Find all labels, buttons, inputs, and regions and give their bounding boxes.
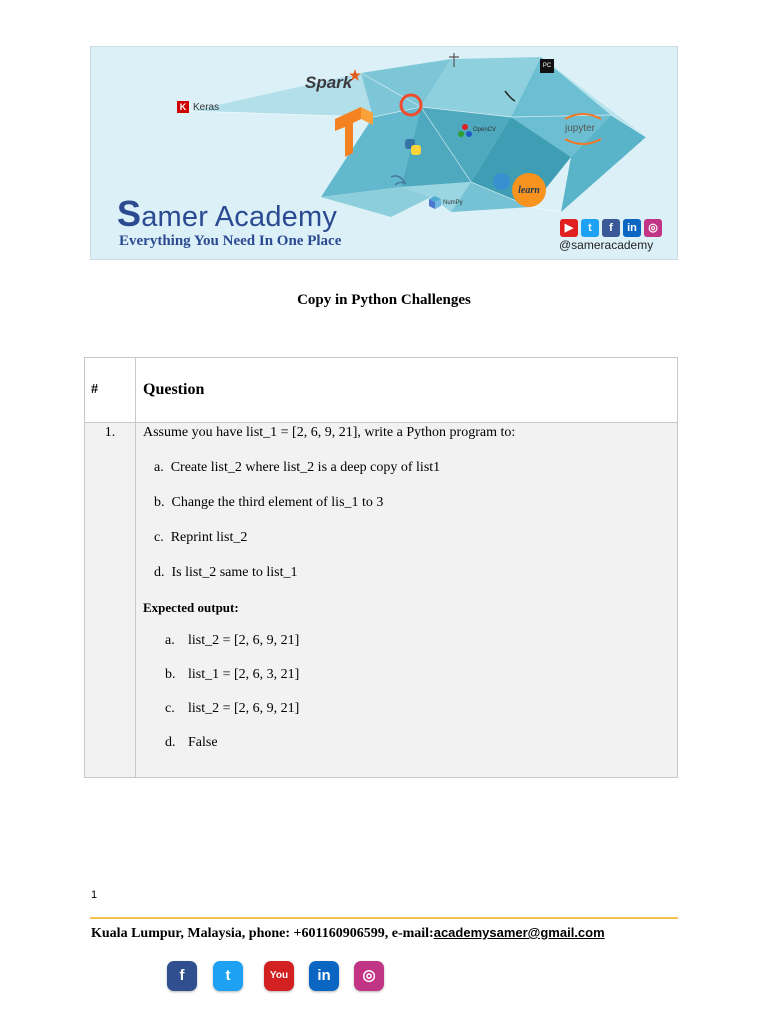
task-list [143, 460, 677, 581]
output-text: list_2 = [2, 6, 9, 21] [188, 633, 300, 648]
column-header-number: # [85, 358, 136, 423]
opencv-logo-label: OpenCV [473, 127, 497, 133]
question-number: 1. [85, 423, 136, 778]
footer-divider [90, 917, 678, 919]
linkedin-icon[interactable]: in [309, 961, 339, 991]
question-intro: Assume you have list_1 = [2, 6, 9, 21], write a Python program to: [143, 425, 516, 440]
task-label: b. [154, 495, 165, 510]
document-title: Copy in Python Challenges [297, 292, 471, 308]
scikit-learn-logo: learn [512, 173, 546, 207]
task-label: c. [154, 530, 164, 545]
output-label: d. [165, 735, 176, 750]
list-item [165, 667, 677, 683]
pycharm-logo-icon: PC [540, 59, 554, 73]
twitter-icon[interactable]: t [581, 219, 599, 237]
brand-rest: amer Academy [141, 201, 338, 233]
page-number: 1 [91, 889, 98, 901]
keras-logo [177, 101, 219, 113]
output-text: list_1 = [2, 6, 3, 21] [188, 667, 300, 682]
twitter-icon[interactable]: t [213, 961, 243, 991]
youtube-icon[interactable]: ▶ [560, 219, 578, 237]
instagram-icon[interactable]: ◎ [644, 219, 662, 237]
task-text: Change the third element of lis_1 to 3 [171, 495, 384, 510]
task-label: a. [154, 460, 164, 475]
table-row [85, 423, 678, 778]
spark-star-icon [349, 69, 361, 81]
instagram-icon[interactable]: ◎ [354, 961, 384, 991]
brand-name [117, 193, 337, 235]
list-item [165, 735, 677, 751]
task-text: Create list_2 where list_2 is a deep copy of list1 [170, 460, 441, 475]
output-label: a. [165, 633, 175, 648]
output-text: False [188, 735, 218, 750]
output-label: c. [165, 701, 175, 716]
brand-initial: S [117, 193, 142, 234]
facebook-icon[interactable]: f [602, 219, 620, 237]
task-text: Is list_2 same to list_1 [171, 565, 298, 580]
task-label: d. [154, 565, 165, 580]
output-label: b. [165, 667, 176, 682]
keras-k-icon: K [177, 101, 189, 113]
social-handle: @sameracademy [559, 238, 654, 252]
footer-address: Kuala Lumpur, Malaysia, phone: +601160906599, e-mail: [91, 926, 434, 941]
list-item [154, 565, 677, 581]
list-item [165, 701, 677, 717]
challenge-table [84, 357, 678, 778]
footer-contact [91, 925, 605, 942]
numpy-logo-label: NumPy [443, 200, 463, 206]
list-item [154, 460, 677, 476]
academy-banner [90, 46, 678, 260]
spark-logo-label: Spark [305, 73, 353, 92]
banner-social-icons [560, 219, 662, 237]
keras-label: Keras [193, 101, 220, 113]
brand-tagline: Everything You Need In One Place [119, 233, 342, 249]
list-item [154, 530, 677, 546]
email-link[interactable]: academysamer@gmail.com [433, 925, 605, 940]
column-header-question: Question [136, 358, 678, 423]
list-item [165, 633, 677, 649]
scikit-learn-dot-icon [493, 173, 510, 190]
list-item [154, 495, 677, 511]
expected-output-label: Expected output: [143, 600, 239, 615]
expected-output-list [143, 633, 677, 751]
linkedin-icon[interactable]: in [623, 219, 641, 237]
jupyter-logo-label: jupyter [565, 123, 596, 134]
table-header-row [85, 358, 678, 423]
question-body [136, 423, 678, 778]
output-text: list_2 = [2, 6, 9, 21] [188, 701, 300, 716]
facebook-icon[interactable]: f [167, 961, 197, 991]
task-text: Reprint list_2 [170, 530, 248, 545]
youtube-icon[interactable]: You [264, 961, 294, 991]
